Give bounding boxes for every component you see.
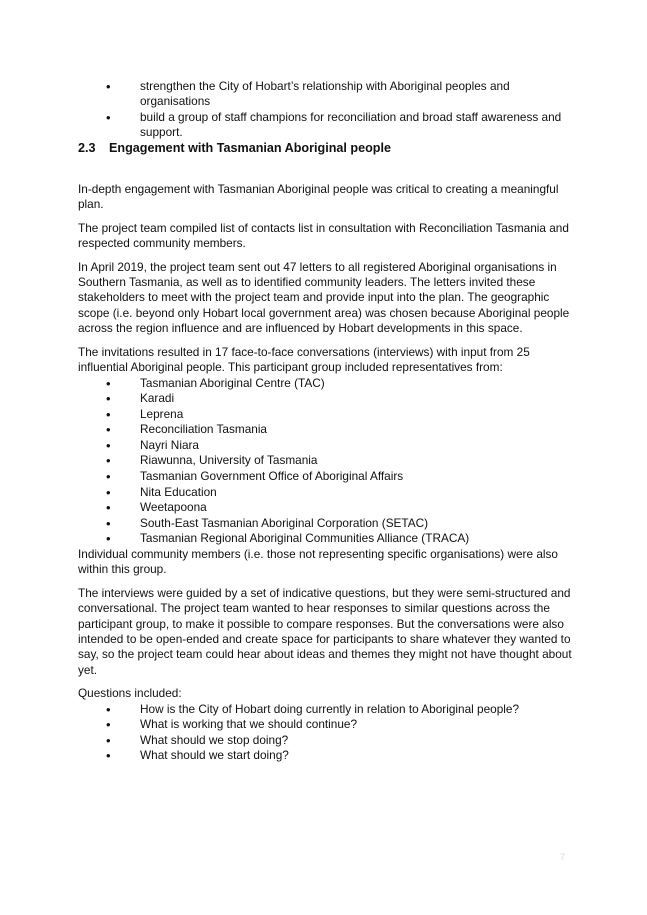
list-item: • Tasmanian Regional Aboriginal Communities Alliance (TRACA) <box>78 531 578 547</box>
paragraph: In-depth engagement with Tasmanian Aboriginal people was critical to creating a meaningful plan. <box>78 182 559 212</box>
list-item: • Nayri Niara <box>78 438 578 454</box>
document-page <box>78 79 578 763</box>
questions-list <box>78 702 578 764</box>
paragraph: In April 2019, the project team sent out 47 letters to all registered Aboriginal organisations in Southern Tasmania, as well as to identified community leaders. The letters invited these stakeholders to meet with the project team and provide input into the plan. The geographic scope (i.e. beyond only Hobart local government area) was chosen because Aboriginal people across the region influence and are influenced by Hobart developments in this space. <box>78 259 570 336</box>
section-heading <box>78 141 578 156</box>
list-item: • How is the City of Hobart doing currently in relation to Aboriginal people? <box>78 702 578 717</box>
list-item: • Weetapoona <box>78 500 578 516</box>
list-item: • South-East Tasmanian Aboriginal Corporation (SETAC) <box>78 516 578 532</box>
section-number: 2.3 <box>78 140 96 155</box>
list-item: • What should we start doing? <box>78 748 578 763</box>
objectives-list <box>78 79 578 141</box>
organisations-list <box>78 376 578 548</box>
list-item: • Tasmanian Government Office of Aboriginal Affairs <box>78 469 578 485</box>
list-item: • strengthen the City of Hobart’s relationship with Aboriginal peoples and organisations <box>78 79 578 110</box>
list-item: • Reconciliation Tasmania <box>78 422 578 438</box>
page-number: 7 <box>560 852 566 862</box>
paragraph: The interviews were guided by a set of indicative questions, but they were semi-structured and conversational. The project team wanted to hear responses to similar questions across the participant group, to make it possible to compare responses. But the conversations were also intended to be open-ended and create space for participants to share whatever they wanted to say, so the project team could hear about ideas and themes they might not have thought about yet. <box>78 585 572 677</box>
list-item: • build a group of staff champions for reconciliation and broad staff awareness and support. <box>78 110 578 141</box>
list-item: • What is working that we should continue? <box>78 717 578 732</box>
paragraph: Individual community members (i.e. those not representing specific organisations) were also within this group. <box>78 547 558 577</box>
paragraph: The project team compiled list of contacts list in consultation with Reconciliation Tasmania and respected community members. <box>78 220 569 251</box>
list-item: • Karadi <box>78 391 578 407</box>
list-item: • Riawunna, University of Tasmania <box>78 453 578 469</box>
list-item: • Tasmanian Aboriginal Centre (TAC) <box>78 376 578 392</box>
paragraph: Questions included: <box>78 686 182 701</box>
list-item: • Nita Education <box>78 485 578 501</box>
section-title: Engagement with Tasmanian Aboriginal people <box>109 140 391 155</box>
list-item: • What should we stop doing? <box>78 733 578 748</box>
list-item: • Leprena <box>78 407 578 423</box>
paragraph: The invitations resulted in 17 face-to-face conversations (interviews) with input from 25 influential Aboriginal people. This participant group included representatives from: <box>78 344 530 375</box>
